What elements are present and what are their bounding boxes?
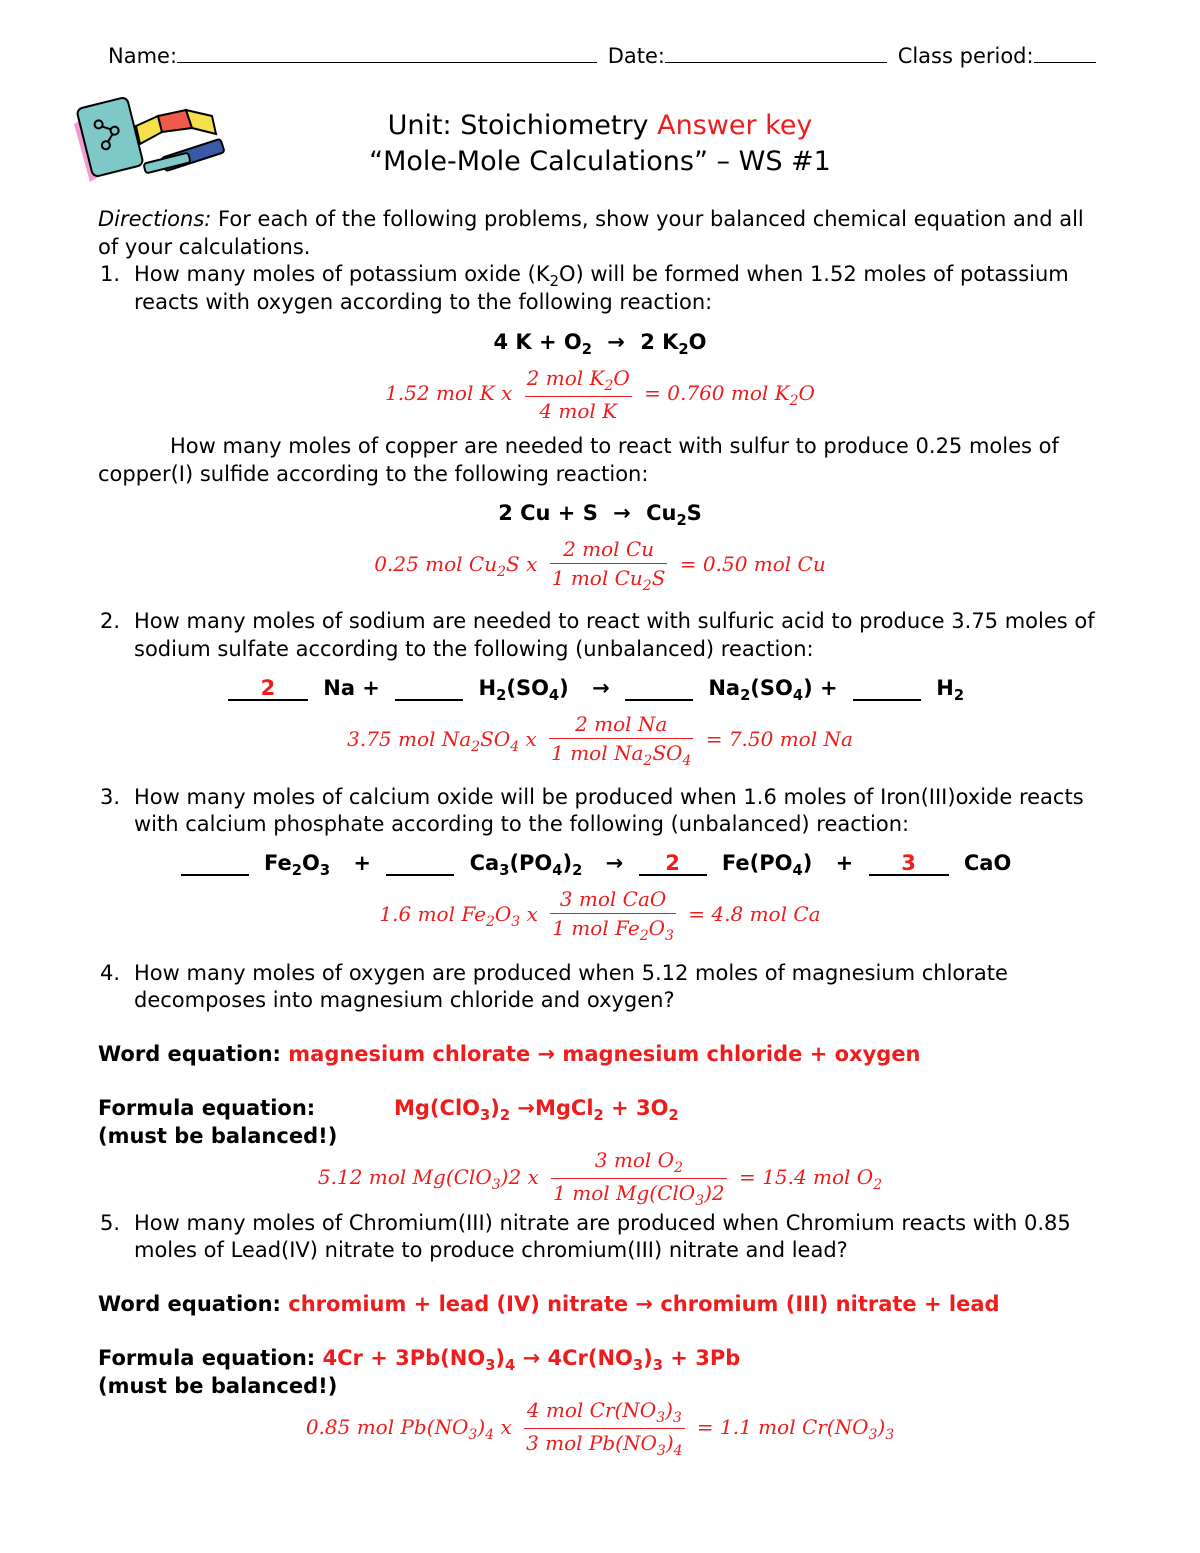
coefficient-blank[interactable]: 2 [228,678,308,701]
question-5-calculation: 0.85 mol $Pb(NO_3)_4$ x $\frac{4 mol Cr(NO_3)_3}{3 mol Pb(NO_3)_4}$ = 1.1 mol $Cr(NO_3)_3$ [305,1398,895,1459]
coefficient-blank[interactable] [181,853,249,876]
coefficient-blank[interactable]: 2 [639,853,707,876]
question-3-calculation: 1.6 mol $Fe_2O_3$ x $\frac{\text{3 mol CaO}}{1 mol Fe_2O_3}$ = 4.8 mol Ca [379,887,821,944]
fraction: $\frac{\text{2 mol Na}}{1 mol Na_2SO_4}$ [551,712,692,769]
question-4-word-equation: Word equation: magnesium chlorate → magnesium chloride + oxygen [98,1042,921,1066]
question-5-line-2: moles of Lead(IV) nitrate to produce chromium(III) nitrate and lead? [134,1238,848,1262]
arrow-icon: → [605,851,624,875]
question-4-line-1: How many moles of oxygen are produced when 5.12 moles of magnesium chlorate [134,961,1008,985]
directions-line-2: of your calculations. [98,235,311,259]
school-books-icon [66,86,226,196]
question-5-line-1: How many moles of Chromium(III) nitrate are produced when Chromium reacts with 0.85 [134,1211,1071,1235]
arrow-icon: → [522,1346,541,1370]
question-1b-equation: 2 $Cu + S \to Cu_2S$ [498,501,702,530]
question-2-equation: 2 Na + $H_2(SO_4)$ → $Na_2(SO_4)$ + $H_2$ [0,676,1200,704]
question-5-formula-equation: Formula equation: $4Cr + 3Pb(NO_3)_4 \to 4Cr(NO_3)_3 + 3Pb$ [98,1346,741,1375]
question-number-5: 5. [100,1211,121,1235]
question-1b-calculation: 0.25 mol $Cu_2S$ x $\frac{\text{2 mol Cu}}{1 mol Cu_2S}$ = 0.50 mol Cu [374,537,826,594]
coefficient-blank[interactable] [386,853,454,876]
question-2-line-1: How many moles of sodium are needed to react with sulfuric acid to produce 3.75 moles of [134,609,1095,633]
arrow-icon: → [517,1096,535,1120]
question-1-calculation: 1.52 mol K x $\frac{2 mol K_2O}{\text{4 mol K}}$ = 0.760 mol $K_2O$ [385,366,815,423]
fraction: $\frac{2 mol K_2O}{\text{4 mol K}}$ [526,366,630,423]
fraction: $\frac{4 mol Cr(NO_3)_3}{3 mol Pb(NO_3)_4}$ [526,1398,683,1459]
question-4-formula-label: Formula equation: [98,1096,316,1120]
question-number-3: 3. [100,785,121,809]
question-2-calculation: 3.75 mol $Na_2SO_4$ x $\frac{\text{2 mol Na}}{1 mol Na_2SO_4}$ = 7.50 mol Na [347,712,853,769]
coefficient-blank[interactable] [395,678,463,701]
question-5-balanced-note: (must be balanced!) [98,1374,338,1398]
page-title: Unit: Stoichiometry Answer key [387,110,813,141]
coefficient-blank[interactable] [853,678,921,701]
directions: Directions: For each of the following problems, show your balanced chemical equation and all [98,207,1084,231]
word-equation-answer: magnesium chlorate → magnesium chloride + oxygen [288,1042,921,1066]
question-4-line-2: decomposes into magnesium chloride and oxygen? [134,988,675,1012]
class-period-field[interactable] [1034,61,1096,63]
question-3-line-1: How many moles of calcium oxide will be produced when 1.6 moles of Iron(III)oxide reacts [134,785,1084,809]
question-1-equation: 4 $K + O_2 \to 2$ $K_2O$ [493,330,707,359]
directions-label: Directions: [98,207,212,231]
date-label: Date: [607,44,665,68]
coefficient-blank[interactable] [625,678,693,701]
question-2-line-2: sodium sulfate according to the following (unbalanced) reaction: [134,637,814,661]
question-4-formula-answer: $Mg(ClO_3)_2$ →MgCl$_2$ + $3O_2$ [394,1096,679,1125]
coefficient-blank[interactable]: 3 [869,853,949,876]
question-1b-line-1: How many moles of copper are needed to react with sulfur to produce 0.25 moles of [170,434,1059,458]
question-number-1: 1. [100,262,121,286]
question-3-line-2: with calcium phosphate according to the following (unbalanced) reaction: [134,812,910,836]
arrow-icon: → [592,676,610,700]
header-row [108,44,1096,68]
question-1b-line-2: copper(I) sulfide according to the following reaction: [98,462,649,486]
name-field[interactable] [177,61,597,63]
question-1-line-2: reacts with oxygen according to the following reaction: [134,290,713,314]
question-number-2: 2. [100,609,121,633]
question-1-line-1: How many moles of potassium oxide $(K_2O)$ will be formed when 1.52 moles of potassium [134,262,1069,291]
fraction: $\frac{\text{3 mol CaO}}{1 mol Fe_2O_3}$ [552,887,674,944]
answer-key-label: Answer key [657,110,813,141]
fraction: $\frac{3 mol O_2}{1 mol Mg(ClO_3)2}$ [553,1148,725,1209]
question-4-balanced-note: (must be balanced!) [98,1124,338,1148]
arrow-icon: → [607,330,625,354]
question-5-word-equation: Word equation: chromium + lead (IV) nitrate → chromium (III) nitrate + lead [98,1292,1000,1316]
arrow-icon: → [613,501,631,525]
formula-equation-answer: $4Cr + 3Pb(NO_3)_4 \to 4Cr(NO_3)_3 + 3Pb$ [322,1346,741,1375]
question-number-4: 4. [100,961,121,985]
worksheet-subtitle: “Mole-Mole Calculations” – WS #1 [369,146,831,177]
date-field[interactable] [665,61,887,63]
name-label: Name: [108,44,178,68]
question-4-calculation: 5.12 mol Mg(ClO$_3$)2 x $\frac{3 mol O_2}{1 mol Mg(ClO_3)2}$ = 15.4 mol $O_2$ [317,1148,883,1209]
word-equation-answer: chromium + lead (IV) nitrate → chromium (III) nitrate + lead [288,1292,1000,1316]
fraction: $\frac{\text{2 mol Cu}}{1 mol Cu_2S}$ [551,537,666,594]
class-period-label: Class period: [897,44,1034,68]
question-3-equation: $Fe_2O_3$ + $Ca_3(PO_4)_2 \to 2$ $Fe(PO_4) + 3$ CaO [0,851,1200,879]
